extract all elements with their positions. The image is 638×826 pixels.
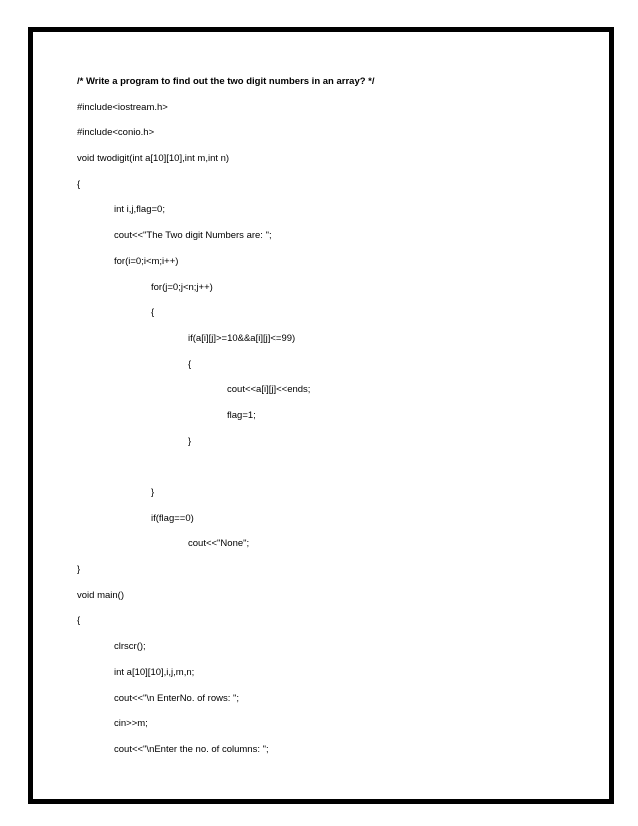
- code-line-text: {: [151, 307, 155, 319]
- code-line-text: clrscr();: [114, 641, 146, 653]
- code-line: [77, 359, 589, 385]
- code-line: [77, 513, 589, 539]
- code-line-text: for(i=0;i<m;i++): [114, 255, 179, 267]
- code-line-text: {: [188, 358, 192, 370]
- code-line: [77, 307, 589, 333]
- code-line-text: void main(): [77, 589, 124, 601]
- code-line-text: /* Write a program to find out the two digit numbers in an array? */: [77, 76, 375, 87]
- code-line: [77, 487, 589, 513]
- code-line-text: if(a[i][j]>=10&&a[i][j]<=99): [188, 332, 296, 344]
- code-line: [77, 179, 589, 205]
- code-line: [77, 256, 589, 282]
- code-listing: [77, 76, 589, 770]
- code-line: [77, 667, 589, 693]
- code-line: [77, 436, 589, 462]
- code-line: [77, 615, 589, 641]
- code-line-text: }: [151, 487, 155, 498]
- code-line: [77, 461, 589, 487]
- code-line-text: int a[10][10],i,j,m,n;: [114, 666, 195, 678]
- code-line-text: cout<<"None";: [188, 538, 250, 550]
- code-comment-title: [77, 76, 589, 102]
- code-line: [77, 230, 589, 256]
- code-line-text: flag=1;: [227, 409, 256, 421]
- code-line: [77, 590, 589, 616]
- code-line: [77, 744, 589, 770]
- code-line-text: for(j=0;j<n;j++): [151, 281, 213, 293]
- code-line: [77, 538, 589, 564]
- code-line: [77, 410, 589, 436]
- code-line: [77, 102, 589, 128]
- code-line-text: if(flag==0): [151, 512, 194, 524]
- code-line-text: }: [188, 435, 192, 447]
- code-line-text: cout<<a[i][j]<<ends;: [227, 384, 311, 396]
- code-line-text: void twodigit(int a[10][10],int m,int n): [77, 153, 230, 165]
- code-line-text: cout<<"The Two digit Numbers are: ";: [114, 230, 272, 242]
- code-line: [77, 718, 589, 744]
- code-line-text: cout<<"\n EnterNo. of rows: ";: [114, 692, 240, 704]
- code-line: [77, 282, 589, 308]
- code-line: [77, 333, 589, 359]
- code-line: [77, 564, 589, 590]
- code-line-text: }: [77, 564, 81, 576]
- page-frame: [28, 27, 614, 804]
- code-line-text: {: [77, 615, 81, 627]
- code-line: [77, 127, 589, 153]
- code-line-text: #include<iostream.h>: [77, 101, 168, 113]
- code-line: [77, 384, 589, 410]
- code-line: [77, 641, 589, 667]
- code-line: [77, 204, 589, 230]
- code-line-text: #include<conio.h>: [77, 127, 155, 139]
- code-line-text: cout<<"\nEnter the no. of columns: ";: [114, 743, 269, 755]
- code-line-text: cin>>m;: [114, 718, 148, 730]
- code-line: [77, 693, 589, 719]
- code-line: [77, 153, 589, 179]
- code-line-text: int i,j,flag=0;: [114, 204, 165, 216]
- code-line-text: {: [77, 178, 81, 190]
